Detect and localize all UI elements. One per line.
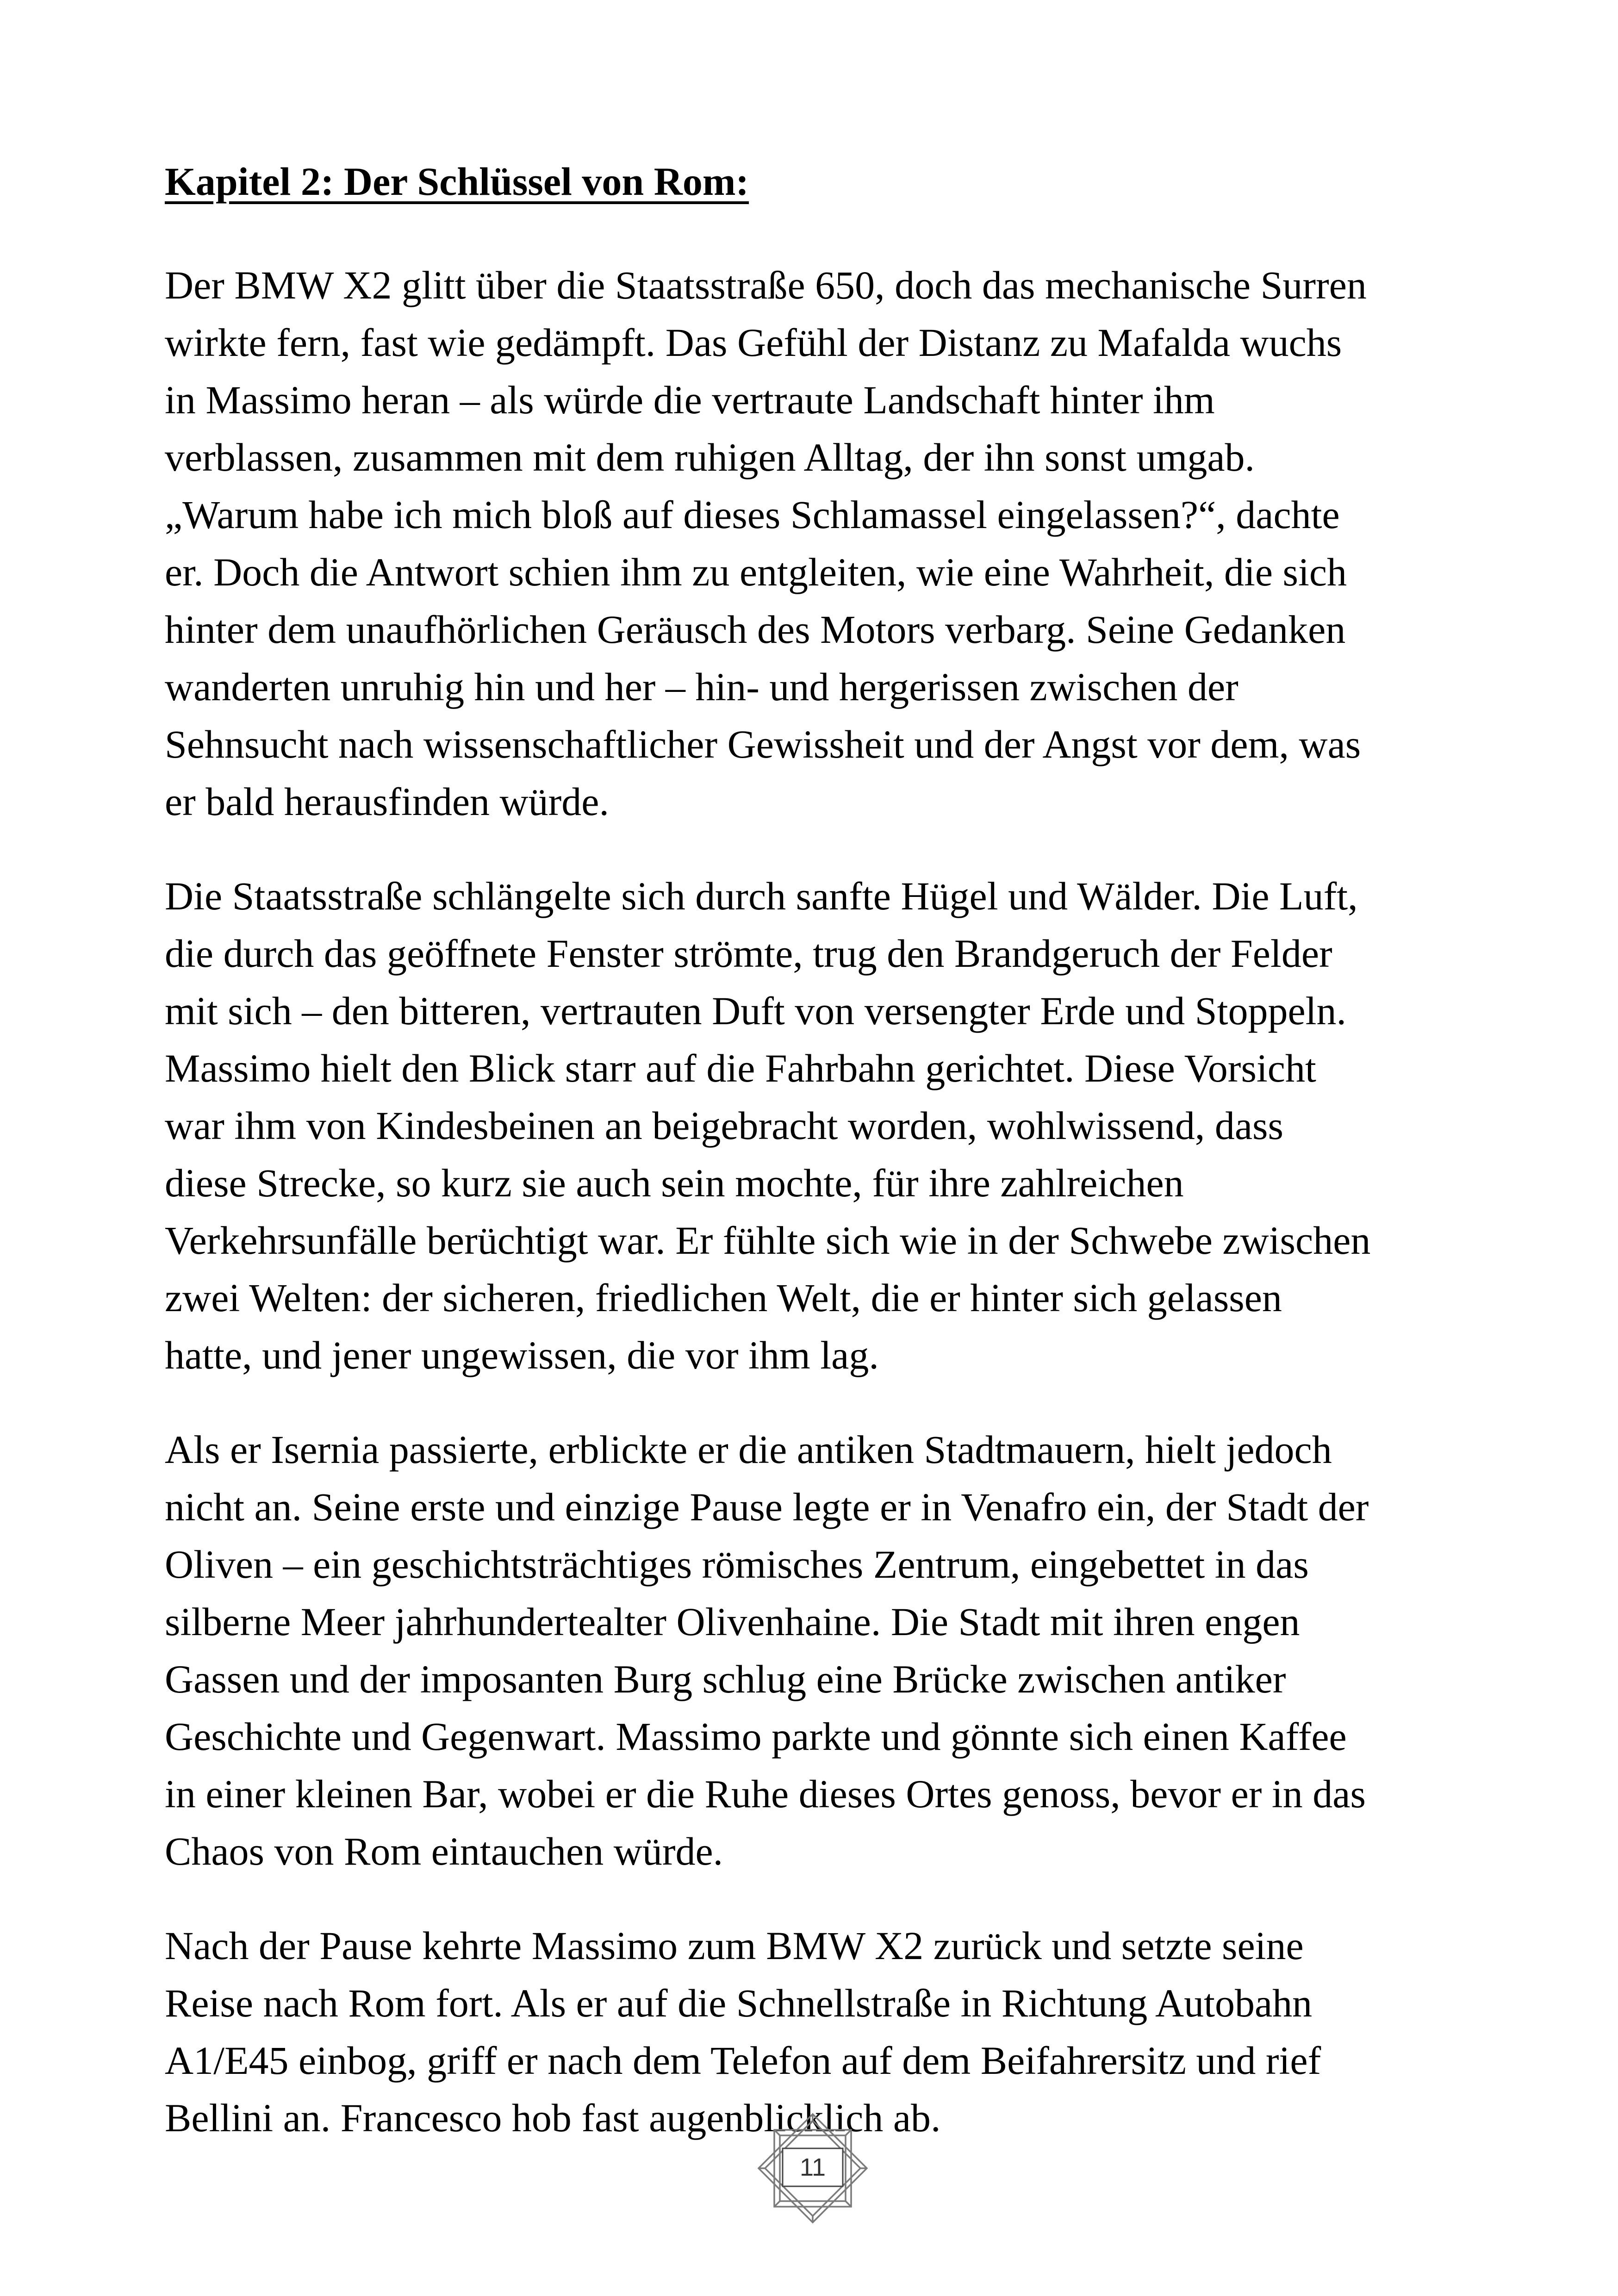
paragraph-line: wanderten unruhig hin und her – hin- und hergerissen zwischen der bbox=[165, 665, 1238, 709]
paragraph-line: Verkehrsunfälle berüchtigt war. Er fühlte sich wie in der Schwebe zwischen bbox=[165, 1218, 1371, 1263]
paragraph-line: Die Staatsstraße schlängelte sich durch sanfte Hügel und Wälder. Die Luft, bbox=[165, 874, 1358, 918]
paragraph-line: diese Strecke, so kurz sie auch sein mochte, für ihre zahlreichen bbox=[165, 1161, 1184, 1205]
paragraph-line: Der BMW X2 glitt über die Staatsstraße 650, doch das mechanische Surren bbox=[165, 263, 1367, 307]
paragraph-line: Nach der Pause kehrte Massimo zum BMW X2 zurück und setzte seine bbox=[165, 1923, 1304, 1968]
paragraph-line: in einer kleinen Bar, wobei er die Ruhe dieses Ortes genoss, bevor er in das bbox=[165, 1772, 1366, 1816]
paragraph-line: er bald herausfinden würde. bbox=[165, 779, 609, 824]
paragraph-line: Reise nach Rom fort. Als er auf die Schnellstraße in Richtung Autobahn bbox=[165, 1981, 1313, 2025]
paragraph-line: in Massimo heran – als würde die vertraute Landschaft hinter ihm bbox=[165, 378, 1215, 422]
paragraph-line: zwei Welten: der sicheren, friedlichen Welt, die er hinter sich gelassen bbox=[165, 1276, 1282, 1320]
paragraph-line: er. Doch die Antwort schien ihm zu entgleiten, wie eine Wahrheit, die sich bbox=[165, 550, 1347, 594]
paragraph-2 bbox=[165, 867, 1465, 1384]
chapter-body bbox=[165, 153, 1465, 2147]
paragraph-line: verblassen, zusammen mit dem ruhigen Alltag, der ihn sonst umgab. bbox=[165, 435, 1255, 479]
paragraph-line: mit sich – den bitteren, vertrauten Duft von versengter Erde und Stoppeln. bbox=[165, 989, 1347, 1033]
paragraph-line: wirkte fern, fast wie gedämpft. Das Gefühl der Distanz zu Mafalda wuchs bbox=[165, 320, 1342, 365]
paragraph-line: nicht an. Seine erste und einzige Pause legte er in Venafro ein, der Stadt der bbox=[165, 1485, 1369, 1529]
paragraph-line: hinter dem unaufhörlichen Geräusch des Motors verbarg. Seine Gedanken bbox=[165, 607, 1346, 652]
paragraph-line: Gassen und der imposanten Burg schlug eine Brücke zwischen antiker bbox=[165, 1657, 1286, 1701]
paragraph-line: Chaos von Rom eintauchen würde. bbox=[165, 1829, 723, 1873]
paragraph-line: Bellini an. Francesco hob fast augenblicklich ab. bbox=[165, 2096, 941, 2140]
paragraph-line: die durch das geöffnete Fenster strömte, trug den Brandgeruch der Felder bbox=[165, 931, 1332, 976]
paragraph-line: silberne Meer jahrhundertealter Olivenhaine. Die Stadt mit ihren engen bbox=[165, 1599, 1300, 1644]
page-number-ornament bbox=[755, 2110, 871, 2226]
page-number: 11 bbox=[799, 2153, 826, 2181]
paragraph-line: hatte, und jener ungewissen, die vor ihm lag. bbox=[165, 1333, 879, 1377]
paragraph-line: Geschichte und Gegenwart. Massimo parkte und gönnte sich einen Kaffee bbox=[165, 1714, 1347, 1759]
paragraph-line: Als er Isernia passierte, erblickte er die antiken Stadtmauern, hielt jedoch bbox=[165, 1427, 1332, 1472]
paragraph-line: „Warum habe ich mich bloß auf dieses Schlamassel eingelassen?“, dachte bbox=[165, 492, 1340, 537]
paragraph-line: Oliven – ein geschichtsträchtiges römisches Zentrum, eingebettet in das bbox=[165, 1542, 1309, 1587]
paragraph-line: A1/E45 einbog, griff er nach dem Telefon auf dem Beifahrersitz und rief bbox=[165, 2038, 1321, 2083]
chapter-title: Kapitel 2: Der Schlüssel von Rom: bbox=[165, 159, 749, 204]
paragraph-line: Sehnsucht nach wissenschaftlicher Gewissheit und der Angst vor dem, was bbox=[165, 722, 1361, 766]
paragraph-line: Massimo hielt den Blick starr auf die Fahrbahn gerichtet. Diese Vorsicht bbox=[165, 1046, 1316, 1090]
paragraph-line: war ihm von Kindesbeinen an beigebracht worden, wohlwissend, dass bbox=[165, 1103, 1283, 1148]
paragraph-1 bbox=[165, 256, 1465, 830]
paragraph-3 bbox=[165, 1421, 1465, 1880]
